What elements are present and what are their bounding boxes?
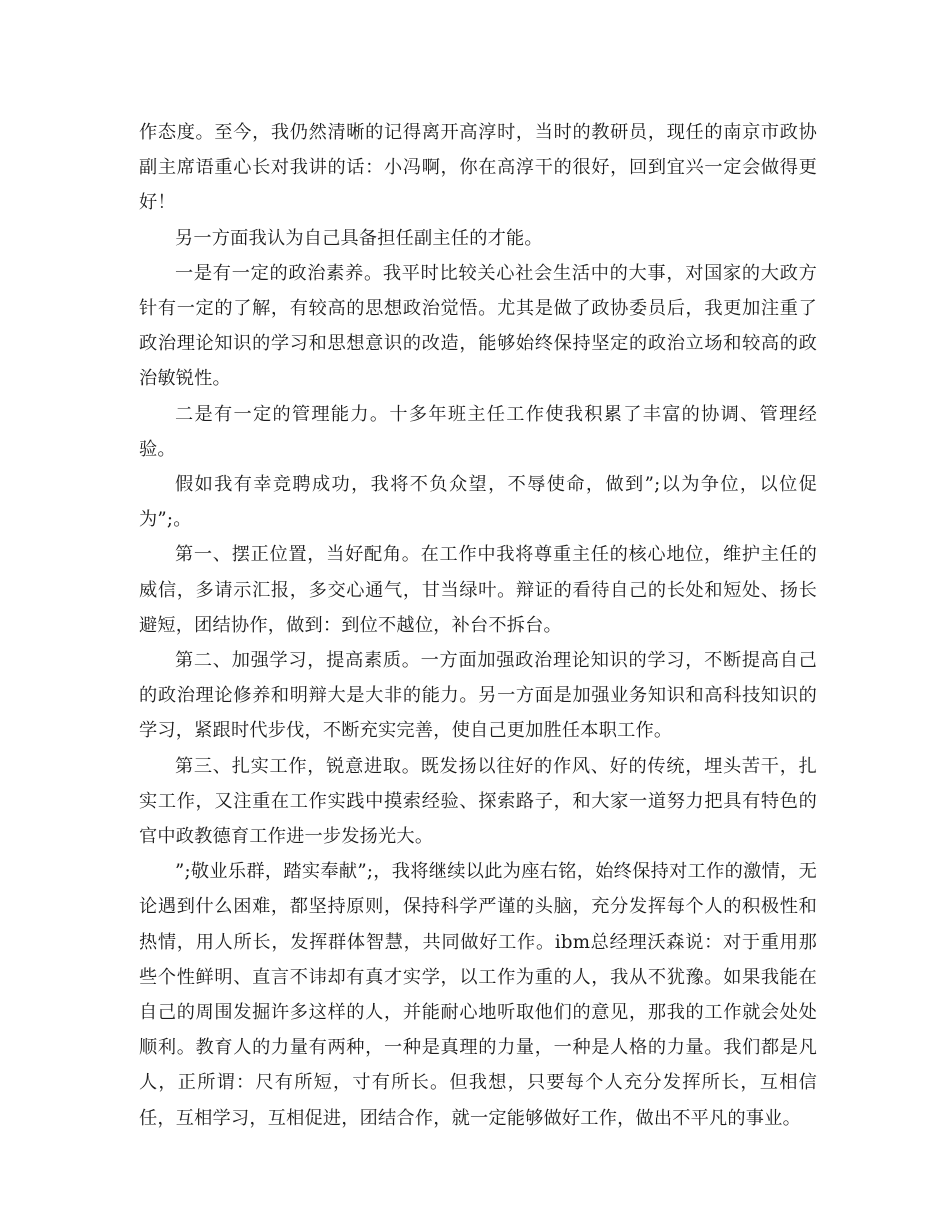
paragraph-6: 第一、摆正位置，当好配角。在工作中我将尊重主任的核心地位，维护主任的威信，多请示汇报，多交心通气，甘当绿叶。辩证的看待自己的长处和短处、扬长避短，团结协作，做到：到位不越位，补台不拆台。 xyxy=(139,544,817,636)
paragraph-2: 另一方面我认为自己具备担任副主任的才能。 xyxy=(175,227,543,249)
paragraph-3: 一是有一定的政治素养。我平时比较关心社会生活中的大事，对国家的大政方针有一定的了解，有较高的思想政治觉悟。尤其是做了政协委员后，我更加注重了政治理论知识的学习和思想意识的改造，能够始终保持坚定的政治立场和较高的政治敏锐性。 xyxy=(139,262,817,390)
paragraph-1: 作态度。至今，我仍然清晰的记得离开高淳时，当时的教研员，现任的南京市政协副主席语重心长对我讲的话：小冯啊，你在高淳干的很好，回到宜兴一定会做得更好！ xyxy=(139,122,817,214)
paragraph-8: 第三、扎实工作，锐意进取。既发扬以往好的作风、好的传统，埋头苦干，扎实工作，又注重在工作实践中摸索经验、探索路子，和大家一道努力把具有特色的官中政教德育工作进一步发扬光大。 xyxy=(139,755,817,848)
paragraph-5: 假如我有幸竞聘成功，我将不负众望，不辱使命，做到”;以为争位，以位促为”;。 xyxy=(139,474,817,531)
paragraph-4: 二是有一定的管理能力。十多年班主任工作使我积累了丰富的协调、管理经验。 xyxy=(139,403,817,460)
paragraph-9: ”;敬业乐群，踏实奉献”;，我将继续以此为座右铭，始终保持对工作的激情，无论遇到什么困难，都坚持原则，保持科学严谨的头脑，充分发挥每个人的积极性和热情，用人所长，发挥群体智慧，共同做好工作。ibm总经理沃森说：对于重用那些个性鲜明、直言不讳却有真才实学，以工作为重的人，我从不犹豫。如果我能在自己的周围发掘许多这样的人，并能耐心地听取他们的意见，那我的工作就会处处顺利。教育人的力量有两种，一种是真理的力量，一种是人格的力量。我们都是凡人，正所谓：尺有所短，寸有所长。但我想，只要每个人充分发挥所长，互相信任，互相学习，互相促进，团结合作，就一定能够做好工作，做出不平凡的事业。 xyxy=(139,861,817,1129)
paragraph-7: 第二、加强学习，提高素质。一方面加强政治理论知识的学习，不断提高自己的政治理论修养和明辩大是大非的能力。另一方面是加强业务知识和高科技知识的学习，紧跟时代步伐，不断充实完善，使自己更加胜任本职工作。 xyxy=(139,650,817,742)
document-body xyxy=(139,115,817,1136)
